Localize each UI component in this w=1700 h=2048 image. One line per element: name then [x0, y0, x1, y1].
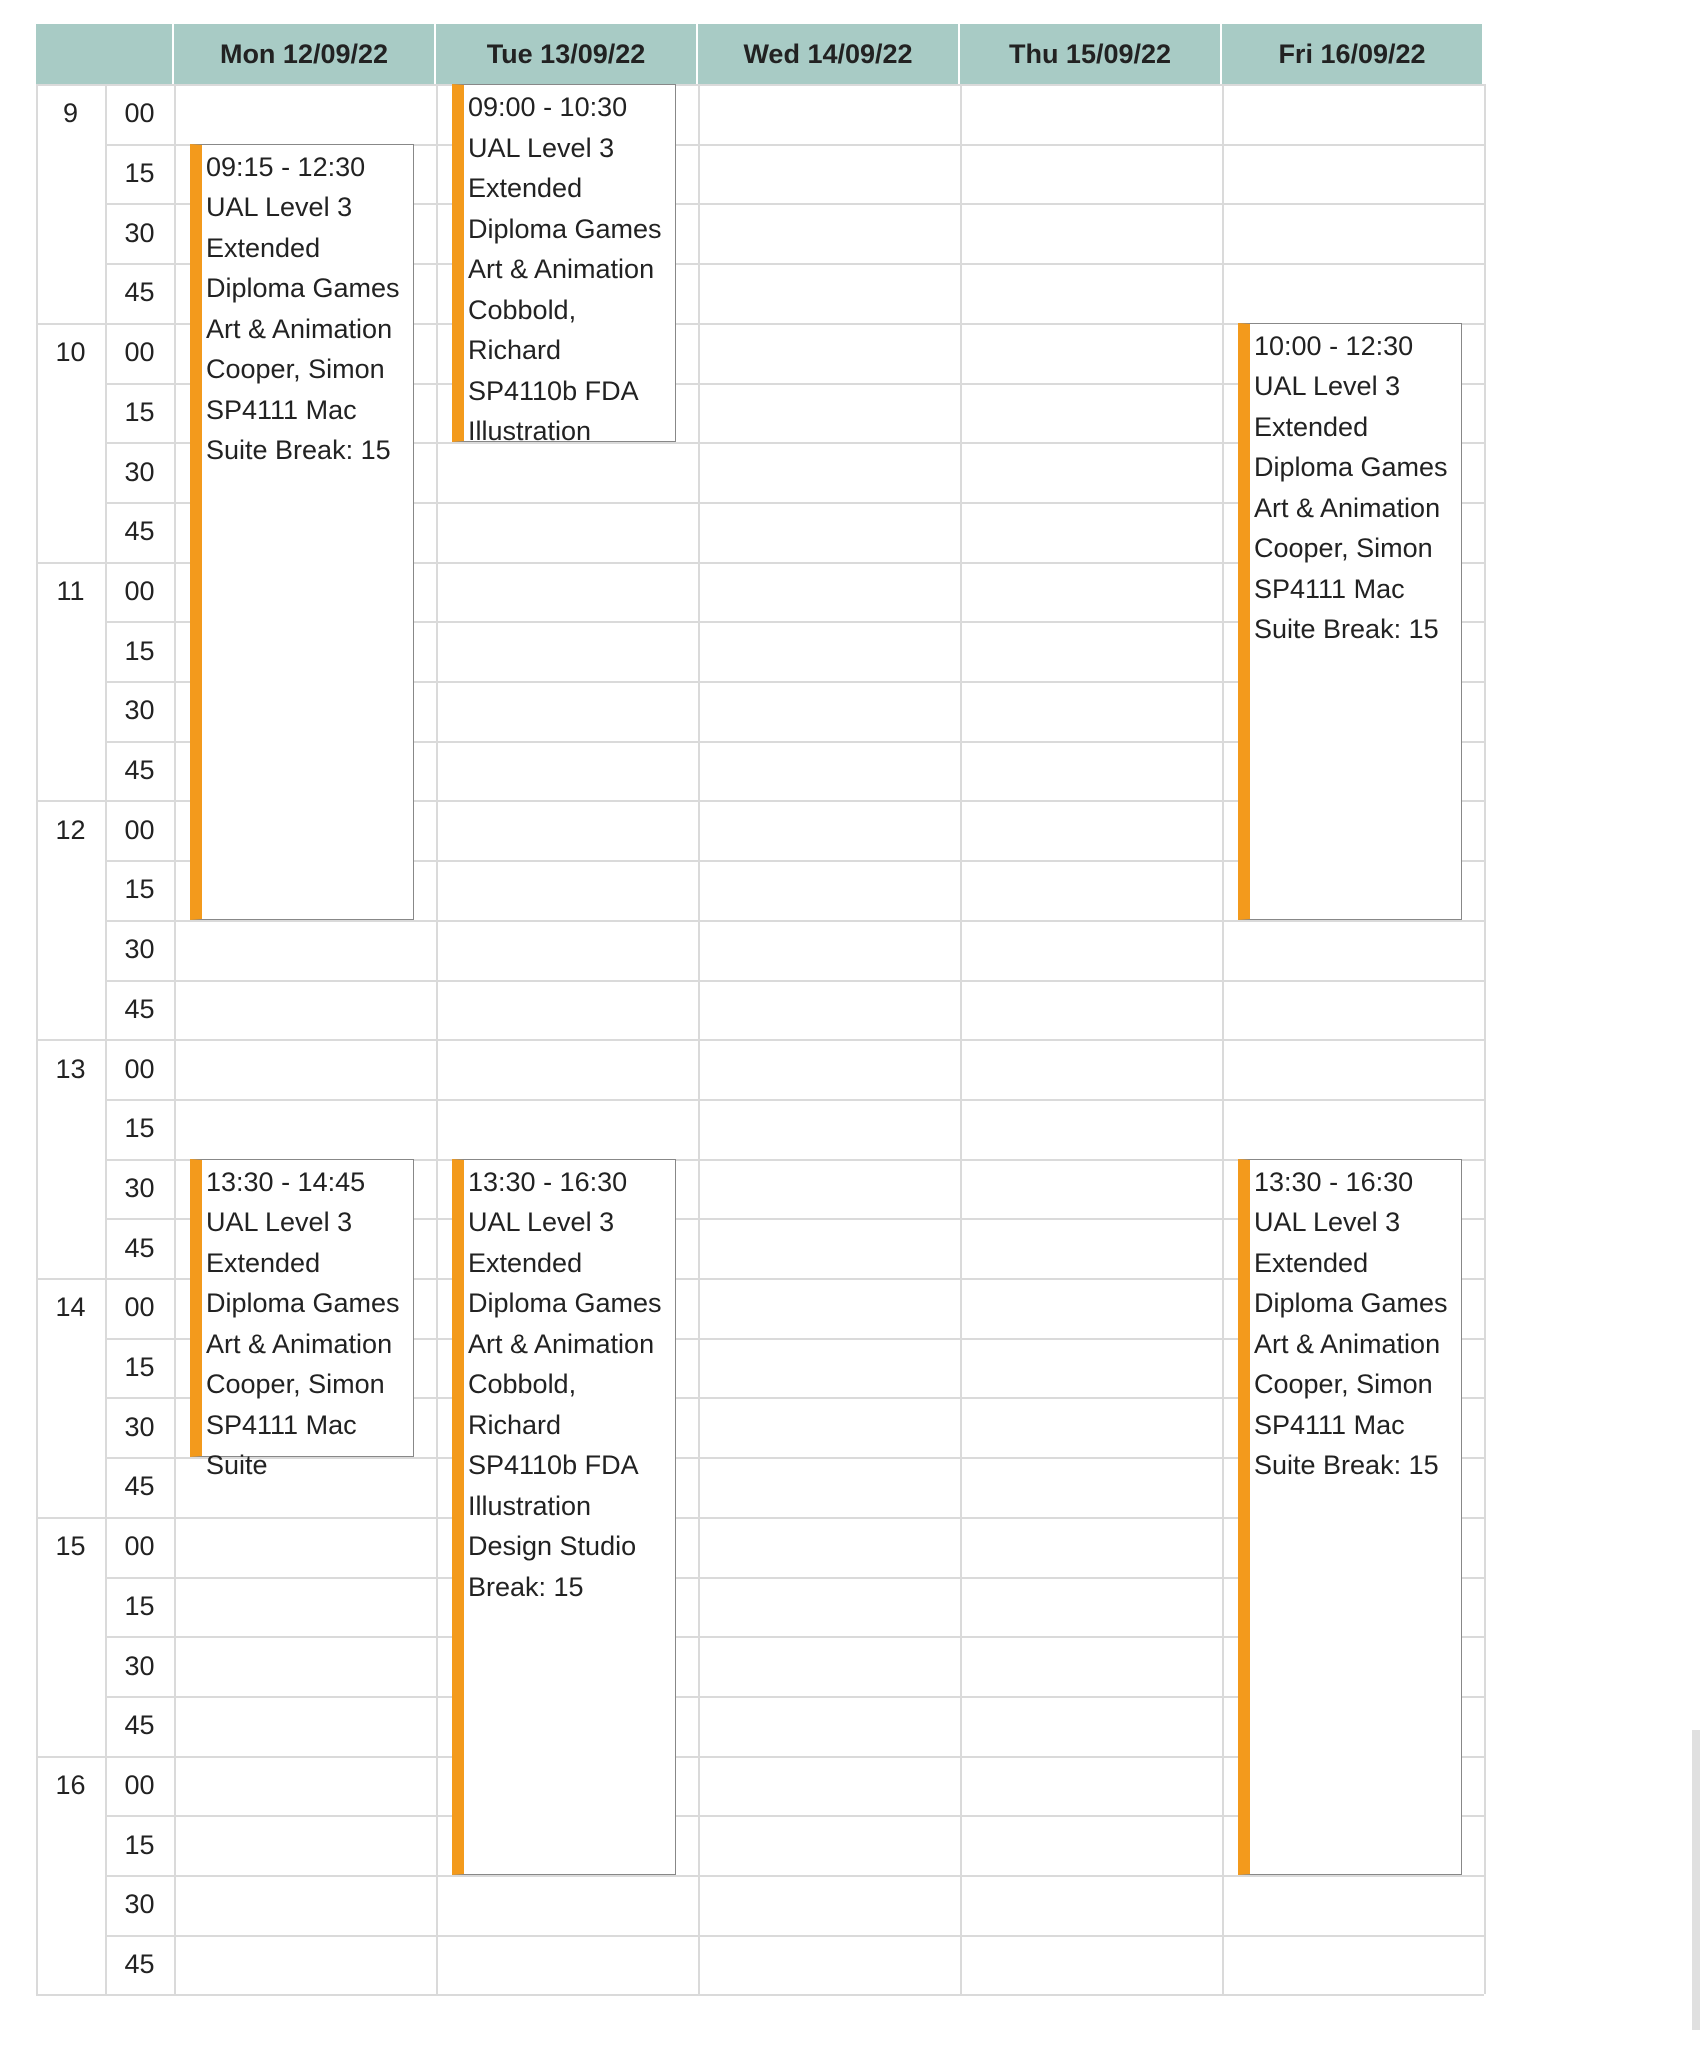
minute-label: 15 — [124, 158, 155, 189]
minute-label: 15 — [124, 1352, 155, 1383]
minute-label: 30 — [124, 1650, 155, 1681]
column-line — [174, 84, 176, 1994]
event-block[interactable] — [452, 1159, 676, 1875]
minute-label: 30 — [124, 1172, 155, 1203]
hour-label: 14 — [55, 1292, 86, 1323]
minute-label: 45 — [124, 1232, 155, 1263]
event-block[interactable] — [452, 84, 676, 446]
minute-label: 45 — [124, 1710, 155, 1741]
event-block[interactable] — [190, 1159, 414, 1481]
day-header-3: Thu 15/09/22 — [960, 24, 1222, 84]
minute-label: 45 — [124, 516, 155, 547]
minute-label: 15 — [124, 1590, 155, 1621]
hour-label: 11 — [56, 575, 85, 606]
minute-label: 00 — [124, 98, 155, 129]
hour-label: 10 — [55, 337, 86, 368]
minute-label: 15 — [124, 635, 155, 666]
event-block[interactable] — [190, 144, 414, 920]
minute-label: 45 — [124, 1949, 155, 1980]
day-header-2: Wed 14/09/22 — [698, 24, 960, 84]
event-text: 13:30 - 16:30 UAL Level 3 Extended Diploma Games Art & Animation Cooper, Simon SP4111 Mac Suite Break: 15 — [1254, 1166, 1448, 1481]
day-header-4: Fri 16/09/22 — [1222, 24, 1484, 84]
day-header-1: Tue 13/09/22 — [436, 24, 698, 84]
event-block[interactable] — [1238, 323, 1462, 920]
minute-label: 15 — [124, 874, 155, 905]
minute-label: 30 — [124, 217, 155, 248]
minute-label: 00 — [124, 1292, 155, 1323]
minute-label: 00 — [124, 1769, 155, 1800]
header-corner — [36, 24, 174, 84]
hour-label: 9 — [62, 98, 79, 129]
minute-label: 15 — [124, 396, 155, 427]
day-header-0: Mon 12/09/22 — [174, 24, 436, 84]
row-line — [36, 84, 1484, 86]
row-line — [105, 1099, 1484, 1101]
minute-label: 30 — [124, 456, 155, 487]
minute-label: 30 — [124, 1889, 155, 1920]
column-line — [436, 84, 438, 1994]
minute-label: 30 — [124, 695, 155, 726]
event-text: 09:00 - 10:30 UAL Level 3 Extended Diploma Games Art & Animation Cobbold, Richard SP4110b FDA Illustration — [468, 92, 662, 446]
row-line — [105, 980, 1484, 982]
minute-label: 30 — [124, 934, 155, 965]
row-line — [105, 1875, 1484, 1877]
minute-label: 45 — [124, 277, 155, 308]
row-line — [105, 1935, 1484, 1937]
column-line — [960, 84, 962, 1994]
hour-label: 15 — [55, 1531, 86, 1562]
scrollbar[interactable] — [1692, 1730, 1700, 2030]
minute-label: 15 — [124, 1113, 155, 1144]
event-text: 10:00 - 12:30 UAL Level 3 Extended Diploma Games Art & Animation Cooper, Simon SP4111 Mac Suite Break: 15 — [1254, 330, 1448, 645]
row-line — [36, 1039, 1484, 1041]
column-line — [1222, 84, 1224, 1994]
minute-label: 00 — [124, 1531, 155, 1562]
event-text: 13:30 - 16:30 UAL Level 3 Extended Diploma Games Art & Animation Cobbold, Richard SP4110b FDA Illustration Design Studio Break: 15 — [468, 1166, 662, 1602]
minute-label: 00 — [124, 575, 155, 606]
minute-label: 00 — [124, 814, 155, 845]
event-text: 09:15 - 12:30 UAL Level 3 Extended Diploma Games Art & Animation Cooper, Simon SP4111 Mac Suite Break: 15 — [206, 151, 400, 466]
event-text: 13:30 - 14:45 UAL Level 3 Extended Diploma Games Art & Animation Cooper, Simon SP4111 Mac Suite — [206, 1166, 400, 1481]
minute-label: 00 — [124, 1053, 155, 1084]
minute-label: 45 — [124, 993, 155, 1024]
hour-label: 16 — [55, 1769, 86, 1800]
column-line — [698, 84, 700, 1994]
row-line — [105, 920, 1484, 922]
hour-label: 13 — [55, 1053, 86, 1084]
minute-label: 45 — [124, 1471, 155, 1502]
column-line — [1484, 84, 1486, 1994]
minute-label: 45 — [124, 755, 155, 786]
minute-label: 30 — [124, 1411, 155, 1442]
row-line — [36, 1994, 1484, 1996]
hour-label: 12 — [55, 814, 86, 845]
minute-label: 00 — [124, 337, 155, 368]
event-block[interactable] — [1238, 1159, 1462, 1875]
minute-label: 15 — [124, 1829, 155, 1860]
